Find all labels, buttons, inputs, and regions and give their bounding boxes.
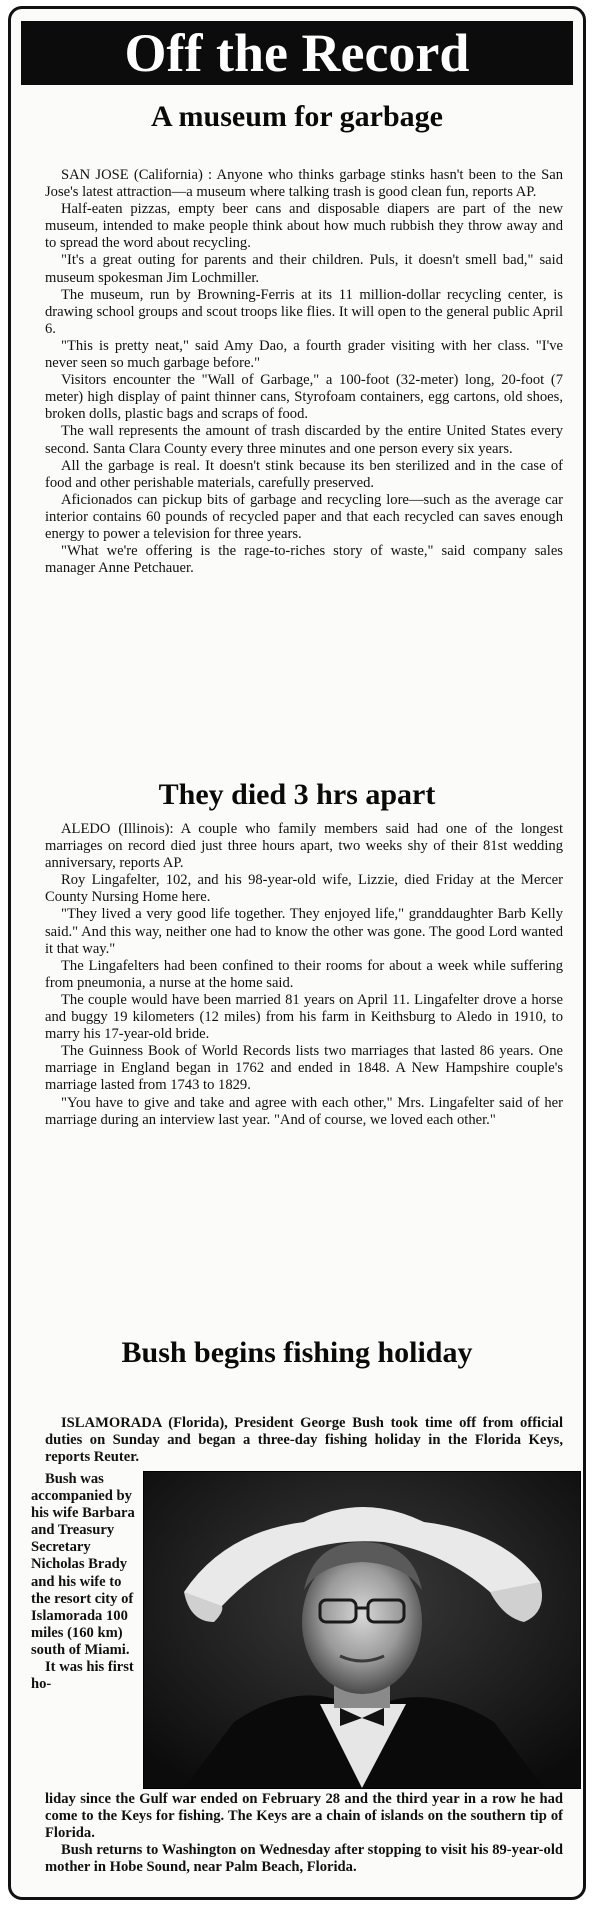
paragraph: Roy Lingafelter, 102, and his 98-year-old wife, Lizzie, died Friday at the Mercer County Nursing Home here. — [45, 872, 563, 906]
article-bush-side-column — [31, 1471, 135, 1693]
article-died-apart — [45, 821, 563, 1129]
paragraph: Bush returns to Washington on Wednesday after stopping to visit his 89-year-old mother in Hobe Sound, near Palm Beach, Florida. — [45, 1842, 563, 1876]
paragraph: "This is pretty neat," said Amy Dao, a fourth grader visiting with her class. "I've never seen so much garbage before." — [45, 337, 563, 372]
paragraph: "They lived a very good life together. They enjoyed life," granddaughter Barb Kelly said." And this way, neither one had to know the other was gone. The good Lord wanted it that way." — [45, 906, 563, 957]
headline-museum: A museum for garbage — [151, 100, 443, 133]
paragraph: "You have to give and take and agree with each other," Mrs. Lingafelter said of her marriage during an interview last year. "And of course, we loved each other." — [45, 1094, 563, 1128]
masthead: Off the Record — [21, 21, 573, 85]
paragraph: "It's a great outing for parents and their children. Puls, it doesn't smell bad," said museum spokesman Jim Lochmiller. — [45, 252, 563, 286]
paragraph: The museum, run by Browning-Ferris at its 11 million-dollar recycling center, is drawing school groups and scout troops like flies. It will open to the general public April 6. — [45, 286, 563, 337]
paragraph: All the garbage is real. It doesn't stink because its ben sterilized and in the case of food and other perishable materials, carefully preserved. — [45, 457, 563, 491]
paragraph: "What we're offering is the rage-to-riches story of waste," said company sales manager Anne Petchauer. — [45, 543, 563, 577]
portrait-image — [144, 1472, 580, 1788]
paragraph: ALEDO (Illinois): A couple who family members said had one of the longest marriages on record died just three hours apart, two weeks shy of their 81st wedding anniversary, reports AP. — [45, 821, 563, 872]
paragraph: The wall represents the amount of trash discarded by the entire United States every second. Santa Clara County every three minutes and one person every six years. — [45, 423, 563, 457]
paragraph: The Lingafelters had been confined to their rooms for about a week while suffering from pneumonia, a nurse at the home said. — [45, 957, 563, 991]
paragraph: It was his first ho- — [31, 1659, 134, 1693]
headline-bush: Bush begins fishing holiday — [121, 1336, 473, 1369]
article-museum — [45, 167, 563, 577]
photo-bush — [143, 1471, 581, 1789]
paragraph: ISLAMORADA (Florida), President George Bush took time off from official duties on Sunday and began a three-day fishing holiday in the Florida Keys, reports Reuter. — [45, 1415, 563, 1466]
paragraph: SAN JOSE (California) : Anyone who thinks garbage stinks hasn't been to the San Jose's latest attraction—a museum where talking trash is good clean fun, reports AP. — [45, 167, 563, 201]
paragraph: The couple would have been married 81 years on April 11. Lingafelter drove a horse and buggy 19 kilometers (12 miles) from his farm in Keithsburg to Aledo in 1910, to marry his 17-year-old bride. — [45, 991, 563, 1043]
article-bush-tail — [45, 1791, 563, 1876]
paragraph: The Guinness Book of World Records lists two marriages that lasted 86 years. One marriage in England began in 1762 and ended in 1848. A New Hampshire couple's marriage lasted from 1743 to 1829. — [45, 1043, 563, 1094]
paragraph: Visitors encounter the "Wall of Garbage," a 100-foot (32-meter) long, 20-foot (7 meter) high display of paint thinner cans, Styrofoam containers, egg cartons, old shoes, broken dolls, plastic bags and scraps of food. — [45, 372, 563, 423]
paragraph: Half-eaten pizzas, empty beer cans and disposable diapers are part of the new museum, intended to make people think about how much rubbish they throw away and to spread the word about recycling. — [45, 201, 563, 252]
paragraph: liday since the Gulf war ended on February 28 and the third year in a row he had come to the Keys for fishing. The Keys are a chain of islands on the southern tip of Florida. — [45, 1791, 563, 1842]
paragraph: Bush was accompanied by his wife Barbara and Treasury Secretary Nicholas Brady and his wife to the resort city of Islamorada 100 miles (160 km) south of Miami. — [31, 1471, 135, 1658]
paragraph: Aficionados can pickup bits of garbage and recycling lore—such as the average car interior contains 60 pounds of recycled paper and that each recycled can saves enough energy to power a television for three years. — [45, 491, 563, 542]
newspaper-clipping — [8, 6, 586, 1900]
headline-died-apart: They died 3 hrs apart — [158, 778, 436, 811]
article-bush-intro — [45, 1415, 563, 1466]
